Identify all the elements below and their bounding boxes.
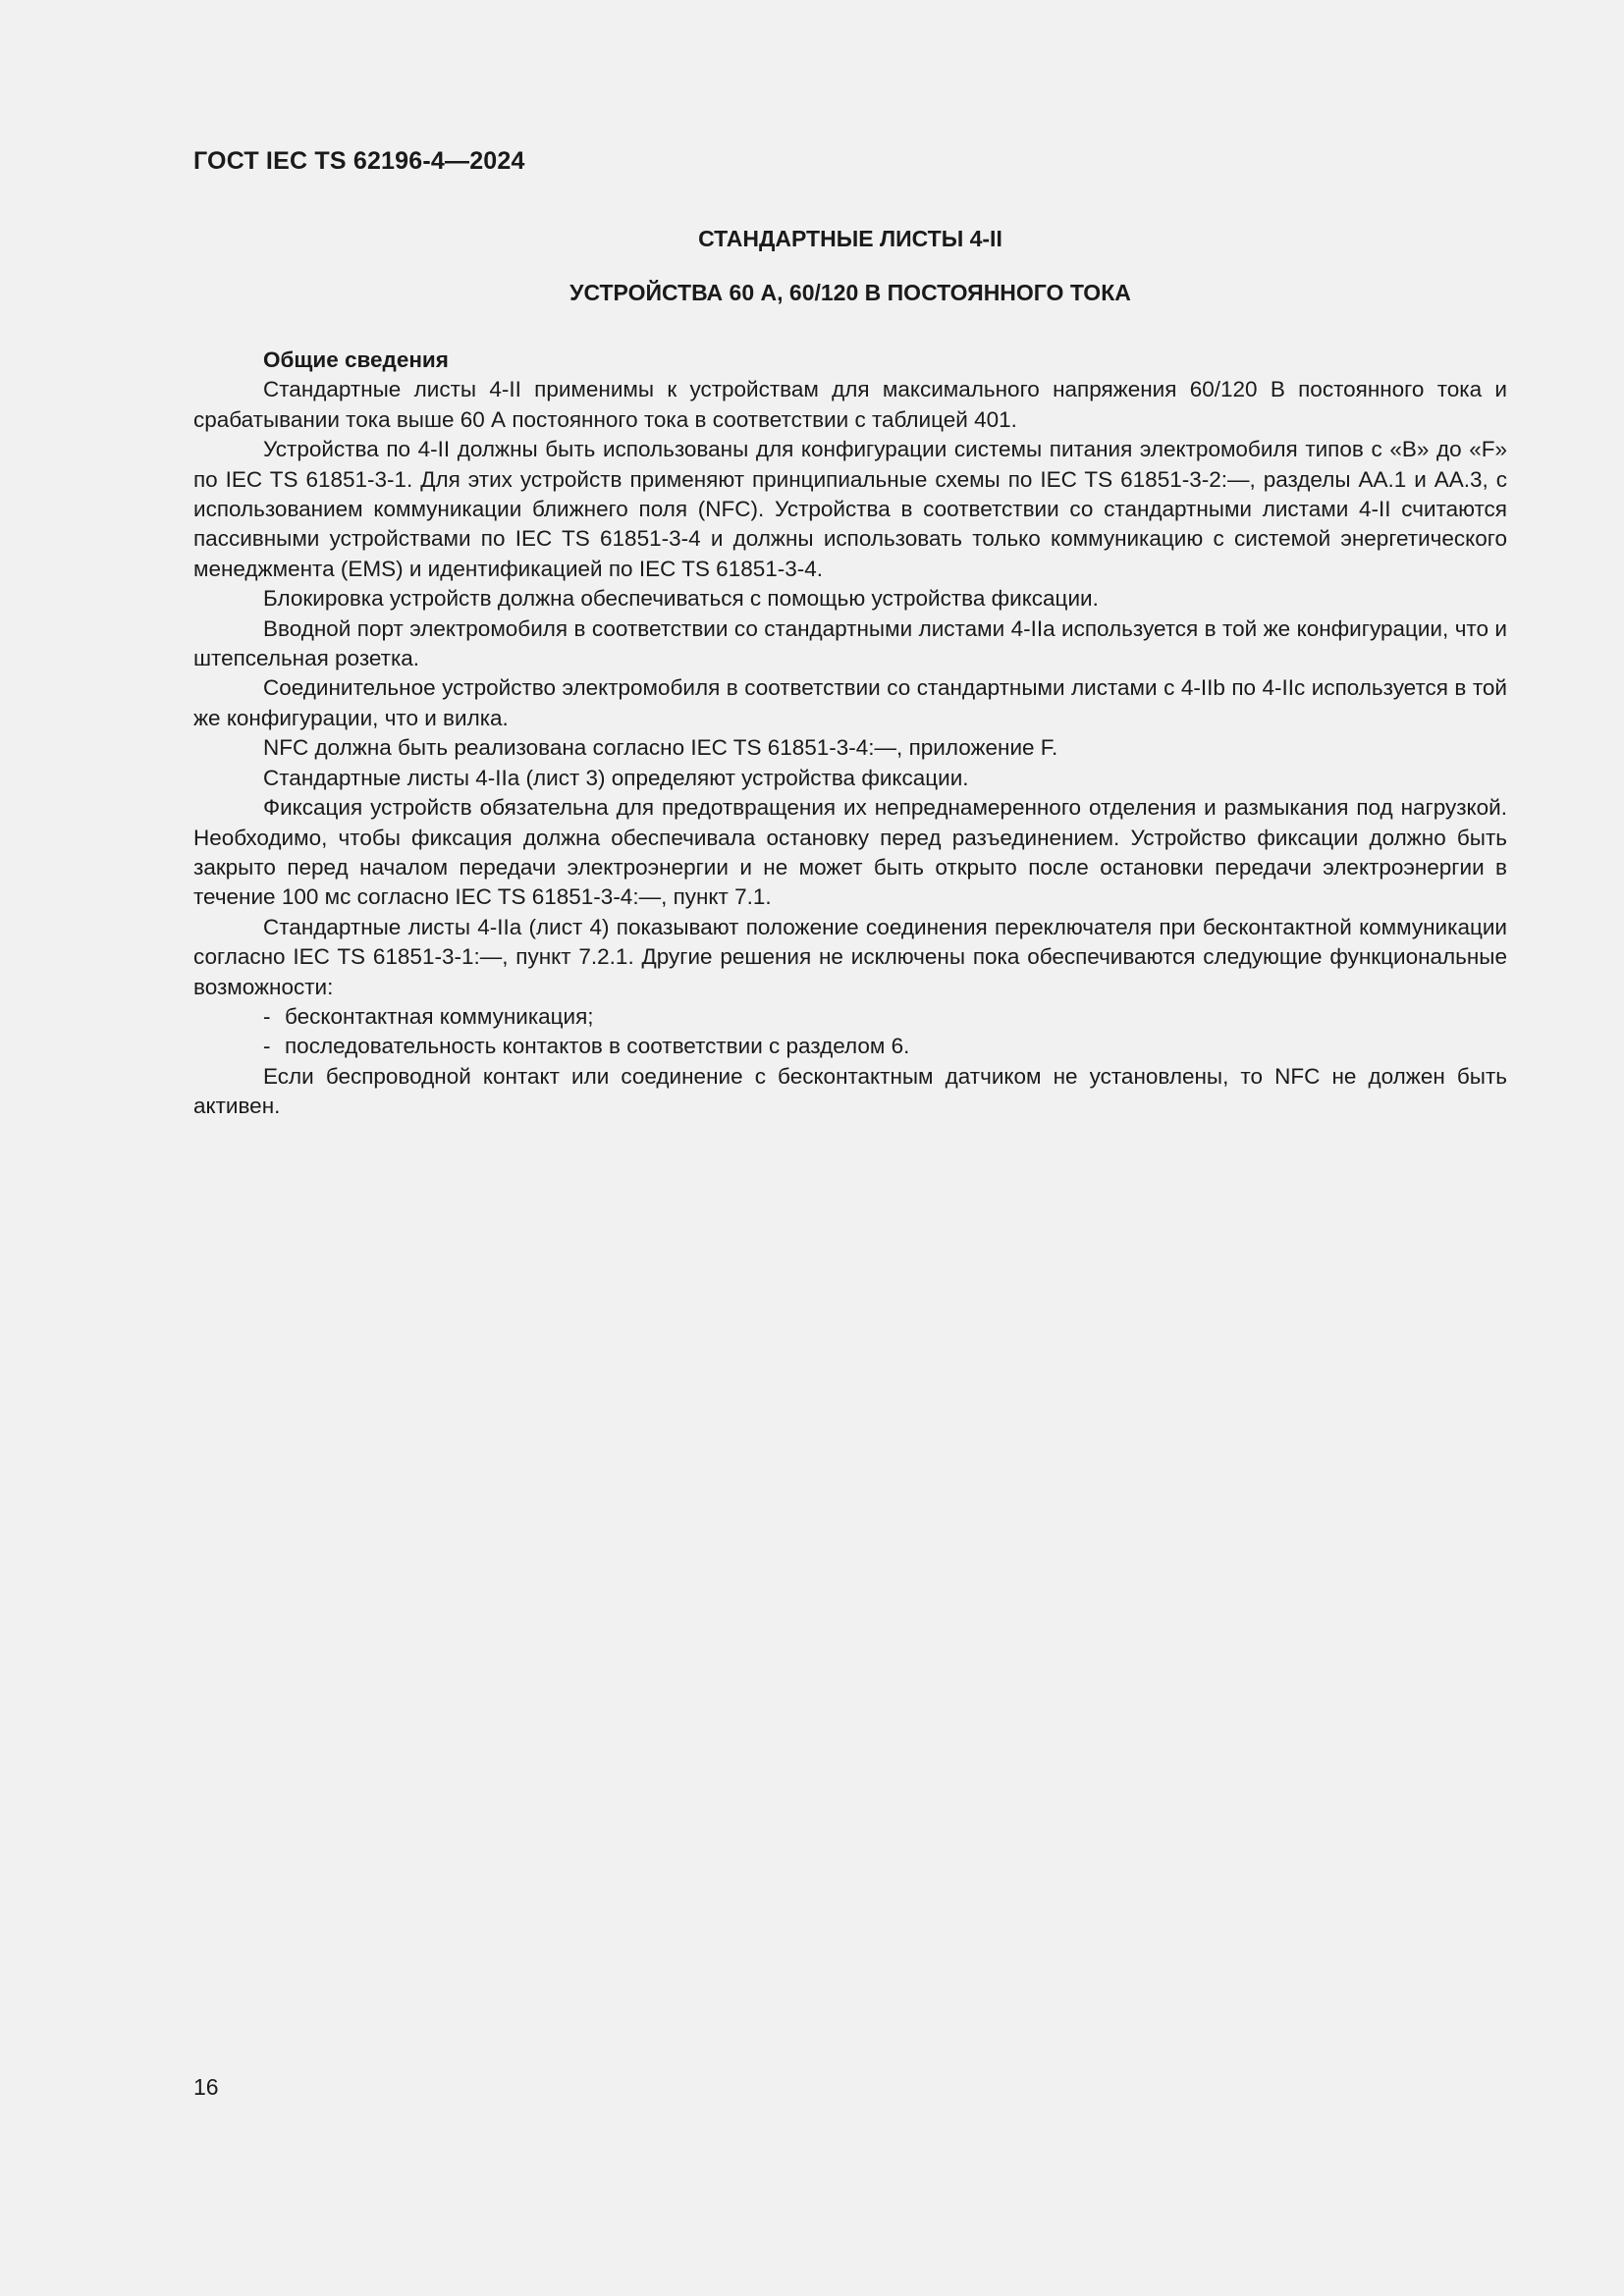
- paragraph-9: Стандартные листы 4-IIa (лист 4) показывают положение соединения переключателя при бесконтактной коммуникации согласно IEC TS 61851-3-1:—, пункт 7.2.1. Другие решения не исключены пока обеспечиваются следующие функциональные возможности:: [193, 914, 1507, 999]
- paragraph-4: Вводной порт электромобиля в соответствии со стандартными листами 4-IIa используется в той же конфигурации, что и штепсельная розетка.: [193, 615, 1507, 671]
- paragraph-3: Блокировка устройств должна обеспечиваться с помощью устройства фиксации.: [263, 586, 1099, 612]
- list-dash: -: [263, 1034, 271, 1059]
- paragraph-8: Фиксация устройств обязательна для предотвращения их непреднамеренного отделения и размыкания под нагрузкой. Необходимо, чтобы фиксация должна обеспечивала остановку перед разъединением. Устройство фиксации должно быть закрыто перед началом передачи электроэнергии и не может быть открыто после остановки передачи электроэнергии в течение 100 мс согласно IEC TS 61851-3-4:—, пункт 7.1.: [193, 795, 1507, 910]
- list-item-text: бесконтактная коммуникация;: [285, 1003, 594, 1029]
- paragraph-5: Соединительное устройство электромобиля в соответствии со стандартными листами с 4-IIb по 4-IIc используется в той же конфигурации, что и вилка.: [193, 675, 1507, 730]
- subsection-heading: Общие сведения: [263, 347, 449, 372]
- section-title: СТАНДАРТНЫЕ ЛИСТЫ 4-II: [698, 226, 1002, 251]
- paragraph-2: Устройства по 4-II должны быть использованы для конфигурации системы питания электромобиля типов с «B» до «F» по IEC TS 61851-3-1. Для этих устройств применяют принципиальные схемы по IEC TS 61851-3-2:—, разделы АА.1 и АА.3, с использованием коммуникации ближнего поля (NFC). Устройства в соответствии со стандартными листами 4-II считаются пассивными устройствами по IEC TS 61851-3-4 и должны использовать только коммуникацию с системой энергетического менеджмента (EMS) и идентификацией по IEC TS 61851-3-4.: [193, 437, 1507, 581]
- document-code: ГОСТ IEC TS 62196-4—2024: [193, 147, 525, 175]
- section-subtitle: УСТРОЙСТВА 60 А, 60/120 В ПОСТОЯННОГО ТОКА: [569, 280, 1131, 305]
- document-body: [193, 346, 1507, 1122]
- paragraph-10: Если беспроводной контакт или соединение с бесконтактным датчиком не установлены, то NFC не должен быть активен.: [193, 1063, 1507, 1119]
- paragraph-7: Стандартные листы 4-IIa (лист 3) определяют устройства фиксации.: [263, 765, 969, 790]
- list-item: [193, 1032, 1507, 1061]
- list-dash: -: [263, 1003, 271, 1029]
- paragraph-6: NFC должна быть реализована согласно IEC TS 61851-3-4:—, приложение F.: [263, 735, 1058, 761]
- list-item-text: последовательность контактов в соответствии с разделом 6.: [285, 1034, 910, 1059]
- page-number: 16: [193, 2074, 219, 2100]
- list-item: [193, 1002, 1507, 1032]
- paragraph-1: Стандартные листы 4-II применимы к устройствам для максимального напряжения 60/120 В постоянного тока и срабатывании тока выше 60 А постоянного тока в соответствии с таблицей 401.: [193, 377, 1507, 432]
